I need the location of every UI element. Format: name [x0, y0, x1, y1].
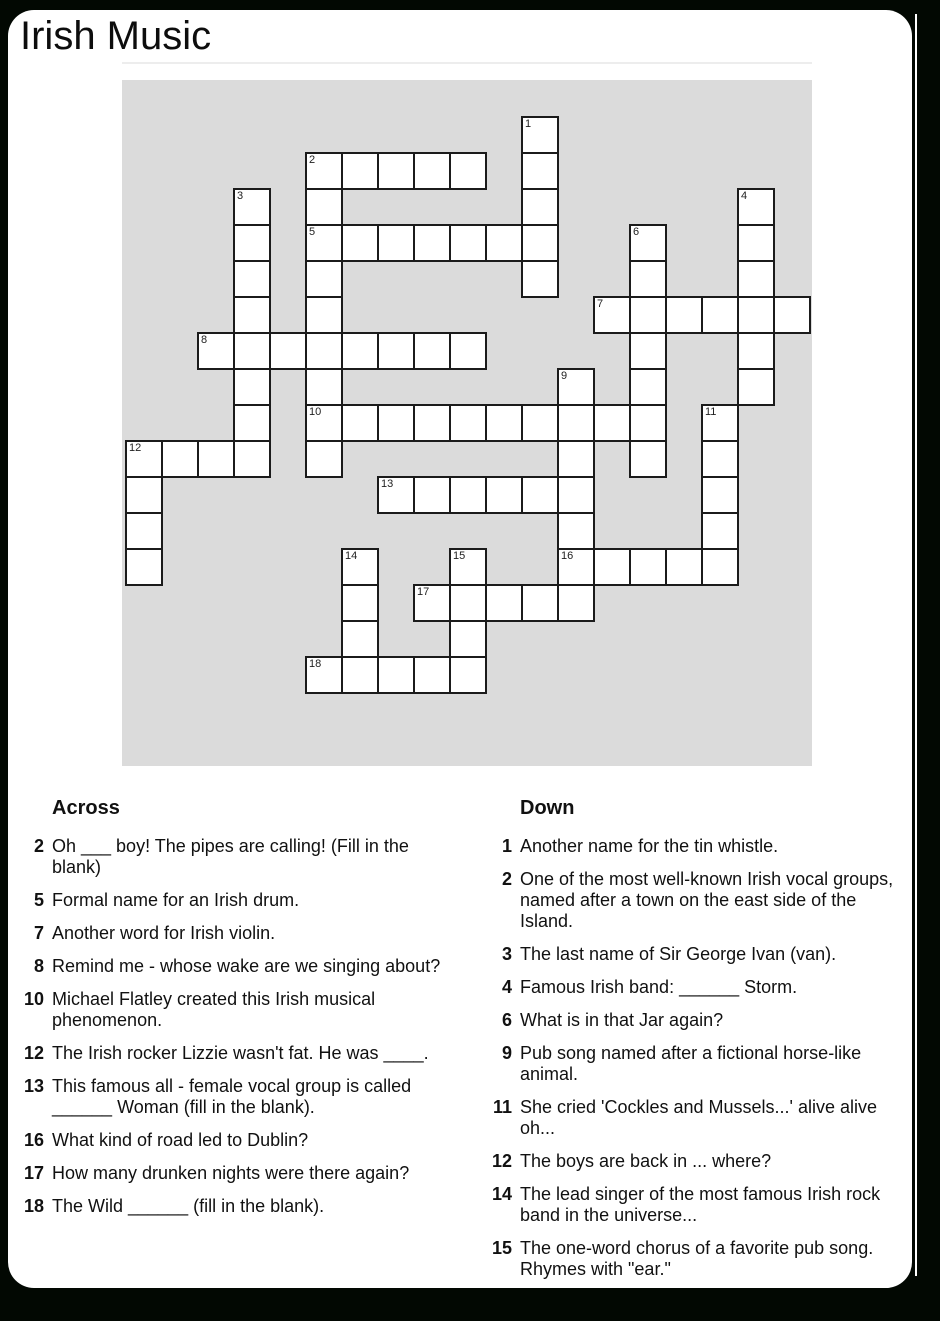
- grid-cell[interactable]: [233, 440, 271, 478]
- clue-text: The boys are back in ... where?: [520, 1151, 772, 1171]
- clue-item: [490, 836, 914, 857]
- grid-cell[interactable]: [701, 512, 739, 550]
- grid-cell[interactable]: [305, 404, 343, 442]
- grid-cell[interactable]: [449, 656, 487, 694]
- clue-item: [490, 1151, 914, 1172]
- grid-cell[interactable]: [737, 224, 775, 262]
- grid-cell[interactable]: [305, 656, 343, 694]
- grid-cell[interactable]: [701, 476, 739, 514]
- grid-cell[interactable]: [233, 260, 271, 298]
- grid-cell[interactable]: [449, 584, 487, 622]
- grid-cell[interactable]: [233, 404, 271, 442]
- grid-cell[interactable]: [449, 332, 487, 370]
- grid-cell[interactable]: [665, 548, 703, 586]
- grid-cell[interactable]: [449, 404, 487, 442]
- clue-item: [22, 1130, 468, 1151]
- grid-cell[interactable]: [377, 476, 415, 514]
- grid-cell[interactable]: [737, 368, 775, 406]
- clue-number: 1: [501, 836, 512, 856]
- clue-text: Formal name for an Irish drum.: [52, 890, 300, 910]
- clue-item: [22, 1043, 468, 1064]
- grid-cell[interactable]: [629, 260, 667, 298]
- grid-cell[interactable]: [521, 476, 559, 514]
- grid-cell[interactable]: [629, 332, 667, 370]
- grid-cell[interactable]: [629, 440, 667, 478]
- grid-cell[interactable]: [521, 152, 559, 190]
- clue-item: [22, 923, 468, 944]
- grid-cell[interactable]: [341, 224, 379, 262]
- grid-cell[interactable]: [449, 476, 487, 514]
- grid-cell[interactable]: [701, 548, 739, 586]
- across-clues-list: [22, 836, 468, 1217]
- grid-cell[interactable]: [737, 188, 775, 226]
- clue-number: 7: [33, 923, 44, 943]
- clue-number: 17: [23, 1163, 44, 1183]
- grid-cell[interactable]: [341, 620, 379, 658]
- grid-cell[interactable]: [629, 296, 667, 334]
- across-header: Across: [52, 797, 120, 819]
- cell-number: 3: [237, 190, 244, 202]
- cell-number: 1: [525, 118, 532, 130]
- grid-cell[interactable]: [341, 656, 379, 694]
- grid-cell[interactable]: [521, 260, 559, 298]
- cell-number: 15: [453, 550, 466, 562]
- grid-cell[interactable]: [413, 584, 451, 622]
- grid-cell[interactable]: [377, 404, 415, 442]
- cell-number: 9: [561, 370, 568, 382]
- grid-cell[interactable]: [233, 296, 271, 334]
- grid-cell[interactable]: [305, 224, 343, 262]
- clue-item: [490, 944, 914, 965]
- page-title: Irish Music: [20, 14, 212, 58]
- clue-text: What is in that Jar again?: [520, 1010, 724, 1030]
- grid-cell[interactable]: [233, 188, 271, 226]
- clue-text: Pub song named after a fictional horse-like animal.: [520, 1043, 862, 1084]
- grid-cell[interactable]: [341, 332, 379, 370]
- clue-number: 2: [501, 869, 512, 889]
- grid-cell[interactable]: [449, 152, 487, 190]
- crossword-grid: [125, 116, 811, 694]
- grid-cell[interactable]: [413, 152, 451, 190]
- grid-cell[interactable]: [449, 548, 487, 586]
- clue-item: [22, 890, 468, 911]
- grid-cell[interactable]: [557, 512, 595, 550]
- grid-cell[interactable]: [557, 584, 595, 622]
- clue-number: 9: [501, 1043, 512, 1063]
- clue-text: She cried 'Cockles and Mussels...' alive alive oh...: [520, 1097, 878, 1138]
- grid-cell[interactable]: [413, 224, 451, 262]
- down-header: Down: [520, 797, 575, 819]
- grid-cell[interactable]: [521, 404, 559, 442]
- clue-text: One of the most well-known Irish vocal groups, named after a town on the east side of the Island.: [520, 869, 894, 931]
- grid-cell[interactable]: [557, 440, 595, 478]
- grid-cell[interactable]: [485, 404, 523, 442]
- grid-cell[interactable]: [701, 296, 739, 334]
- grid-cell[interactable]: [305, 260, 343, 298]
- grid-cell[interactable]: [377, 332, 415, 370]
- clue-text: Remind me - whose wake are we singing about?: [52, 956, 441, 976]
- grid-cell[interactable]: [197, 440, 235, 478]
- cell-number: 10: [309, 406, 322, 418]
- grid-cell[interactable]: [449, 224, 487, 262]
- clue-number: 12: [23, 1043, 44, 1063]
- cell-number: 4: [741, 190, 748, 202]
- clue-text: Another word for Irish violin.: [52, 923, 276, 943]
- grid-cell[interactable]: [341, 404, 379, 442]
- grid-cell[interactable]: [197, 332, 235, 370]
- grid-cell[interactable]: [233, 332, 271, 370]
- grid-cell[interactable]: [413, 656, 451, 694]
- clue-text: The last name of Sir George Ivan (van).: [520, 944, 837, 964]
- clue-number: 5: [33, 890, 44, 910]
- cell-number: 8: [201, 334, 208, 346]
- clue-number: 13: [23, 1076, 44, 1096]
- grid-cell[interactable]: [557, 368, 595, 406]
- grid-cell[interactable]: [341, 548, 379, 586]
- clue-number: 11: [492, 1097, 512, 1117]
- clue-item: [490, 869, 914, 932]
- clue-text: The Irish rocker Lizzie wasn't fat. He was ____.: [52, 1043, 429, 1063]
- grid-cell[interactable]: [557, 476, 595, 514]
- clue-text: What kind of road led to Dublin?: [52, 1130, 309, 1150]
- clue-number: 18: [23, 1196, 44, 1216]
- clue-item: [490, 1010, 914, 1031]
- grid-cell[interactable]: [161, 440, 199, 478]
- grid-cell[interactable]: [233, 224, 271, 262]
- grid-cell[interactable]: [413, 332, 451, 370]
- clue-number: 15: [491, 1238, 512, 1258]
- grid-cell[interactable]: [233, 368, 271, 406]
- grid-cell[interactable]: [737, 296, 775, 334]
- clue-item: [22, 1163, 468, 1184]
- grid-cell[interactable]: [305, 368, 343, 406]
- clue-text: Another name for the tin whistle.: [520, 836, 779, 856]
- grid-cell[interactable]: [629, 224, 667, 262]
- clue-item: [490, 977, 914, 998]
- grid-cell[interactable]: [485, 224, 523, 262]
- clue-text: The Wild ______ (fill in the blank).: [52, 1196, 325, 1216]
- cell-number: 17: [417, 586, 430, 598]
- clue-item: [22, 1076, 468, 1118]
- grid-cell[interactable]: [593, 548, 631, 586]
- clue-number: 14: [491, 1184, 512, 1204]
- grid-cell[interactable]: [125, 548, 163, 586]
- grid-cell[interactable]: [449, 620, 487, 658]
- clue-number: 3: [501, 944, 512, 964]
- cell-number: 14: [345, 550, 358, 562]
- grid-cell[interactable]: [737, 332, 775, 370]
- grid-cell[interactable]: [413, 476, 451, 514]
- grid-cell[interactable]: [485, 584, 523, 622]
- clue-item: [22, 989, 468, 1031]
- clue-item: [22, 1196, 468, 1217]
- grid-cell[interactable]: [377, 224, 415, 262]
- clue-text: Michael Flatley created this Irish musical phenomenon.: [52, 989, 376, 1030]
- cell-number: 7: [597, 298, 604, 310]
- clue-number: 16: [23, 1130, 44, 1150]
- grid-cell[interactable]: [629, 404, 667, 442]
- cell-number: 2: [309, 154, 316, 166]
- grid-cell[interactable]: [125, 476, 163, 514]
- grid-cell[interactable]: [737, 260, 775, 298]
- grid-cell[interactable]: [341, 152, 379, 190]
- cell-number: 18: [309, 658, 322, 670]
- clue-text: How many drunken nights were there again?: [52, 1163, 410, 1183]
- grid-cell[interactable]: [305, 152, 343, 190]
- clue-item: [22, 956, 468, 977]
- cell-number: 13: [381, 478, 394, 490]
- grid-cell[interactable]: [377, 656, 415, 694]
- clue-number: 4: [501, 977, 512, 997]
- grid-cell[interactable]: [629, 548, 667, 586]
- across-clues-column: [22, 796, 468, 1229]
- grid-cell[interactable]: [665, 296, 703, 334]
- grid-cell[interactable]: [341, 584, 379, 622]
- cell-number: 5: [309, 226, 316, 238]
- grid-cell[interactable]: [521, 224, 559, 262]
- grid-cell[interactable]: [701, 404, 739, 442]
- clue-number: 8: [33, 956, 44, 976]
- clue-number: 12: [491, 1151, 512, 1171]
- grid-cell[interactable]: [125, 440, 163, 478]
- clue-text: The lead singer of the most famous Irish rock band in the universe...: [520, 1184, 881, 1225]
- grid-cell[interactable]: [305, 332, 343, 370]
- paper-page: [8, 10, 912, 1288]
- grid-cell[interactable]: [521, 188, 559, 226]
- cell-number: 11: [705, 406, 717, 418]
- grid-cell[interactable]: [521, 584, 559, 622]
- grid-cell[interactable]: [701, 440, 739, 478]
- grid-cell[interactable]: [305, 188, 343, 226]
- clue-item: [490, 1097, 914, 1139]
- page-edge-highlight: [915, 14, 917, 1276]
- grid-cell[interactable]: [413, 404, 451, 442]
- cell-number: 6: [633, 226, 640, 238]
- clue-text: This famous all - female vocal group is called ______ Woman (fill in the blank).: [52, 1076, 412, 1117]
- grid-cell[interactable]: [629, 368, 667, 406]
- down-clues-column: [490, 796, 914, 1292]
- clue-number: 2: [33, 836, 44, 856]
- grid-cell[interactable]: [485, 476, 523, 514]
- grid-cell[interactable]: [593, 296, 631, 334]
- grid-cell[interactable]: [557, 548, 595, 586]
- grid-cell[interactable]: [593, 404, 631, 442]
- clue-item: [490, 1238, 914, 1280]
- cell-number: 16: [561, 550, 574, 562]
- grid-cell[interactable]: [125, 512, 163, 550]
- clue-text: Oh ___ boy! The pipes are calling! (Fill in the blank): [52, 836, 409, 877]
- clue-text: Famous Irish band: ______ Storm.: [520, 977, 798, 997]
- clue-text: The one-word chorus of a favorite pub song. Rhymes with "ear.": [520, 1238, 874, 1279]
- grid-cell[interactable]: [773, 296, 811, 334]
- clue-number: 10: [23, 989, 44, 1009]
- puzzle-panel: [122, 80, 812, 766]
- grid-cell[interactable]: [521, 116, 559, 154]
- grid-cell[interactable]: [377, 152, 415, 190]
- clue-item: [490, 1043, 914, 1085]
- grid-cell[interactable]: [305, 296, 343, 334]
- clue-number: 6: [501, 1010, 512, 1030]
- down-clues-list: [490, 836, 914, 1280]
- grid-cell[interactable]: [305, 440, 343, 478]
- title-rule: [122, 62, 812, 64]
- grid-cell[interactable]: [269, 332, 307, 370]
- cell-number: 12: [129, 442, 142, 454]
- clue-item: [22, 836, 468, 878]
- grid-cell[interactable]: [557, 404, 595, 442]
- clue-item: [490, 1184, 914, 1226]
